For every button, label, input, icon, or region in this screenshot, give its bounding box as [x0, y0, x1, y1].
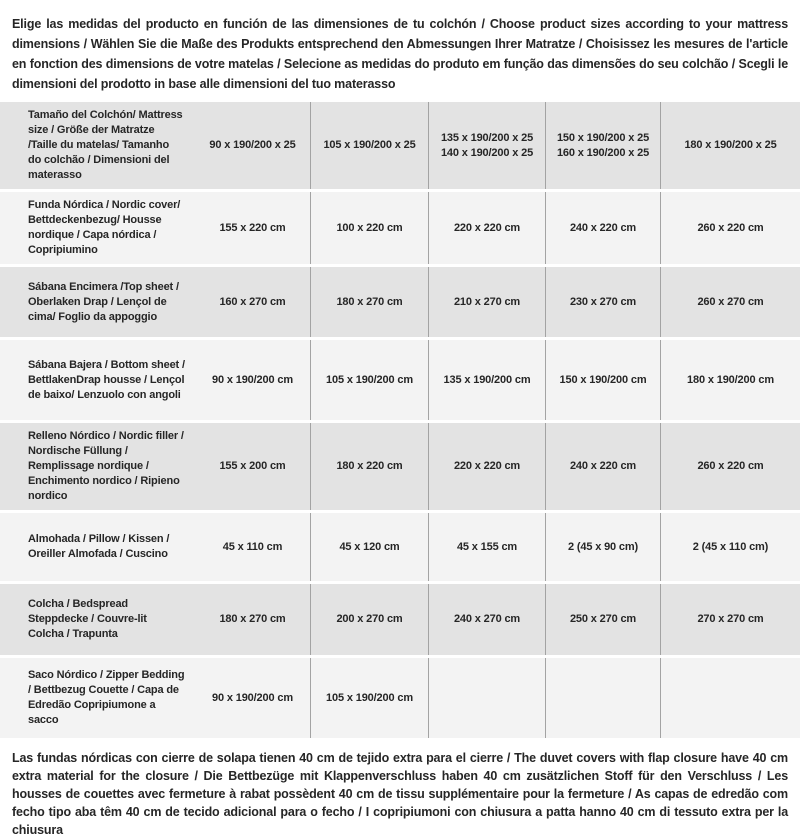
size-value: 155 x 220 cm: [219, 221, 286, 234]
size-cell: [195, 267, 310, 337]
size-cell: [660, 584, 800, 655]
table-row-mattress-size: [0, 102, 800, 189]
size-value: 45 x 110 cm: [222, 540, 283, 553]
size-value: 45 x 155 cm: [456, 540, 518, 553]
table-row-top-sheet: [0, 267, 800, 337]
size-cell: [660, 192, 800, 264]
size-value: 160 x 270 cm: [219, 295, 286, 308]
size-cell: [428, 192, 545, 264]
size-cell: [310, 513, 428, 581]
size-value: 150 x 190/200 cm: [559, 373, 647, 386]
size-value: 220 x 220 cm: [453, 460, 521, 472]
size-value: 180 x 220 cm: [336, 460, 403, 472]
size-cell: [195, 513, 310, 581]
size-cell: [545, 658, 660, 738]
size-cell: [310, 423, 428, 510]
size-cell: [428, 658, 545, 738]
size-value: 105 x 190/200 cm: [326, 373, 413, 386]
size-cell: [195, 658, 310, 738]
size-cell: [545, 192, 660, 264]
product-label: Almohada / Pillow / Kissen / Oreiller Almofada / Cuscino: [28, 533, 170, 560]
size-cell: [545, 267, 660, 337]
size-cell: [545, 102, 660, 189]
size-cell: [660, 423, 800, 510]
size-value: 250 x 270 cm: [569, 613, 637, 625]
size-value: 230 x 270 cm: [569, 295, 637, 308]
size-value: 260 x 270 cm: [697, 295, 764, 308]
size-cell: [195, 340, 310, 420]
size-value: 240 x 220 cm: [569, 460, 637, 472]
product-label: Sábana Bajera / Bottom sheet / BettlakenDrap housse / Lençol de baixo/ Lenzuolo con angoli: [28, 358, 185, 401]
table-row-nordic-filler: [0, 423, 800, 510]
size-cell: [428, 423, 545, 510]
size-value: 150 x 190/200 x 25: [556, 131, 650, 144]
size-value: 240 x 270 cm: [453, 613, 521, 625]
size-value: 200 x 270 cm: [336, 613, 403, 625]
size-cell: [660, 267, 800, 337]
size-value: 160 x 190/200 x 25: [556, 146, 650, 159]
table-row-pillow: [0, 513, 800, 581]
size-value: 45 x 120 cm: [339, 540, 400, 553]
size-cell: [195, 102, 310, 189]
table-row-bedspread: [0, 584, 800, 655]
size-table: [0, 102, 800, 738]
size-cell: [428, 513, 545, 581]
size-cell: [310, 102, 428, 189]
size-cell: [310, 584, 428, 655]
size-value: 2 (45 x 90 cm): [567, 540, 639, 553]
product-label: Funda Nórdica / Nordic cover/ Bettdeckenbezug/ Housse nordique / Capa nórdica / Copripiumino: [28, 199, 181, 256]
size-cell: [195, 423, 310, 510]
size-cell: [428, 267, 545, 337]
size-cell: [195, 192, 310, 264]
product-label: Colcha / Bedspread Steppdecke / Couvre-lit Colcha / Trapunta: [28, 598, 147, 640]
size-cell: [545, 584, 660, 655]
product-label: Relleno Nórdico / Nordic filler / Nordische Füllung / Remplissage nordique / Enchimento nordico / Ripieno nordico: [28, 430, 184, 502]
size-value: 100 x 220 cm: [336, 221, 403, 234]
size-cell: [660, 513, 800, 581]
table-row-bottom-sheet: [0, 340, 800, 420]
size-value: 180 x 270 cm: [336, 295, 403, 308]
size-value: 2 (45 x 110 cm): [692, 540, 769, 553]
size-cell: [310, 192, 428, 264]
size-value: 240 x 220 cm: [569, 221, 637, 234]
size-value: 105 x 190/200 cm: [326, 691, 413, 704]
size-value: 90 x 190/200 x 25: [209, 139, 296, 151]
size-cell: [660, 658, 800, 738]
size-value: 155 x 200 cm: [219, 460, 286, 472]
size-value: 90 x 190/200 cm: [212, 691, 293, 704]
product-label: Saco Nórdico / Zipper Bedding / Bettbezug Couette / Capa de Edredão Copripiumone a sacco: [28, 669, 185, 726]
size-cell: [195, 584, 310, 655]
size-value: 180 x 270 cm: [219, 613, 286, 625]
size-value: 180 x 190/200 x 25: [684, 139, 777, 151]
size-cell: [310, 658, 428, 738]
size-value: 140 x 190/200 x 25: [440, 146, 534, 159]
size-value: 135 x 190/200 cm: [443, 373, 531, 386]
size-value: 180 x 190/200 cm: [687, 373, 774, 386]
size-value: 220 x 220 cm: [453, 221, 521, 234]
size-value: 90 x 190/200 cm: [212, 373, 293, 386]
size-cell: [428, 102, 545, 189]
size-value: 210 x 270 cm: [453, 295, 521, 308]
size-value: 260 x 220 cm: [697, 221, 764, 234]
footnote-text: Las fundas nórdicas con cierre de solapa tienen 40 cm de tejido extra para el cierre / The duvet covers with flap closure have 40 cm extra material for the closure / Die Bettbezüge mit Klappenverschluss haben 40 cm zusätzlichen Stoff für den Verschluss / Les housses de couettes avec fermeture à rabat possèdent 40 cm de tissu supplémentaire pour la fermeture / As capas de edredão com fecho tipo aba têm 40 cm de tecido adicional para o fecho / I copripiumoni con chiusura a patta hanno 40 cm di tessuto extra per la chiusura: [12, 751, 788, 837]
size-cell: [428, 340, 545, 420]
product-label: Tamaño del Colchón/ Mattress size / Größe der Matratze /Taille du matelas/ Tamanho do colchão / Dimensioni del materasso: [28, 109, 183, 181]
size-cell: [660, 102, 800, 189]
size-value: 105 x 190/200 x 25: [323, 139, 416, 151]
size-cell: [545, 513, 660, 581]
size-cell: [660, 340, 800, 420]
product-label: Sábana Encimera /Top sheet / Oberlaken Drap / Lençol de cima/ Foglio da appoggio: [28, 280, 179, 323]
size-cell: [310, 340, 428, 420]
size-cell: [428, 584, 545, 655]
size-value: 260 x 220 cm: [697, 460, 764, 472]
intro-text: Elige las medidas del producto en función de las dimensiones de tu colchón / Choose product sizes according to your mattress dimensions / Wählen Sie die Maße des Produkts entsprechend den Abmessungen Ihrer Matratze / Choisissez les mesures de l'article en fonction des dimensions de votre matelas / Selecione as medidas do produto em função das dimensões do seu colchão / Scegli le dimensioni del prodotto in base alle dimensioni del tuo materasso: [12, 17, 788, 91]
size-cell: [545, 340, 660, 420]
table-row-zipper-bedding: [0, 658, 800, 738]
size-cell: [545, 423, 660, 510]
table-row-nordic-cover: [0, 192, 800, 264]
size-value: 135 x 190/200 x 25: [440, 131, 534, 144]
size-value: 270 x 270 cm: [697, 613, 764, 625]
size-cell: [310, 267, 428, 337]
